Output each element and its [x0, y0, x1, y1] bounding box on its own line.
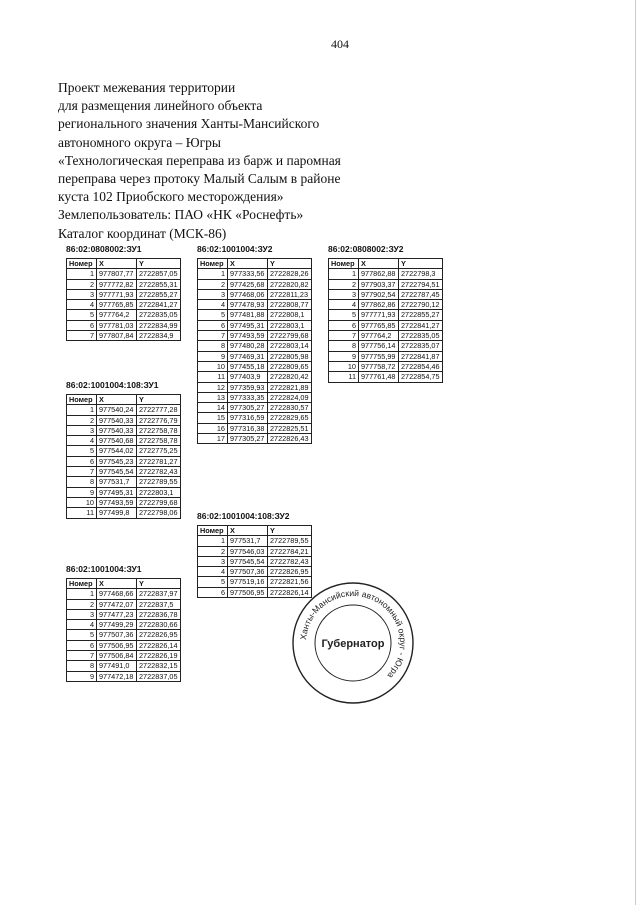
table-cell: 12 [198, 382, 228, 392]
table-title: 86:02:1001004:108:ЗУ2 [197, 511, 290, 521]
column-header: Номер [67, 259, 97, 269]
table-row [67, 661, 181, 671]
table-cell: 8 [329, 341, 359, 351]
table-cell: 2722821,56 [268, 577, 312, 587]
table-cell: 2722828,26 [268, 269, 312, 279]
table-cell: 2722835,05 [399, 331, 443, 341]
official-seal [290, 580, 416, 706]
table-cell: 2722799,68 [268, 331, 312, 341]
table-cell: 2722820,82 [268, 279, 312, 289]
table-row [198, 392, 312, 402]
coordinate-table [66, 394, 181, 519]
table-cell: 2722805,98 [268, 351, 312, 361]
table-row [67, 640, 181, 650]
table-cell: 3 [198, 556, 228, 566]
coord-table-block [66, 564, 181, 682]
coord-table-block [66, 380, 181, 519]
table-cell: 14 [198, 403, 228, 413]
table-cell: 2722758,78 [137, 436, 181, 446]
table-cell: 6 [67, 640, 97, 650]
table-cell: 977506,95 [97, 640, 137, 650]
table-cell: 977481,88 [228, 310, 268, 320]
table-cell: 977506,84 [97, 651, 137, 661]
table-cell: 10 [329, 361, 359, 371]
table-row [198, 546, 312, 556]
table-row [198, 279, 312, 289]
table-row [67, 609, 181, 619]
column-header: Y [268, 259, 312, 269]
table-cell: 2722835,07 [399, 341, 443, 351]
table-row [67, 620, 181, 630]
table-cell: 2722837,97 [137, 589, 181, 599]
table-cell: 7 [198, 331, 228, 341]
table-row [67, 436, 181, 446]
table-cell: 977807,84 [97, 331, 137, 341]
table-cell: 977765,85 [97, 300, 137, 310]
column-header: Y [399, 259, 443, 269]
table-cell: 1 [67, 405, 97, 415]
table-cell: 6 [198, 587, 228, 597]
table-cell: 1 [198, 536, 228, 546]
table-row [198, 300, 312, 310]
table-cell: 2 [67, 415, 97, 425]
table-cell: 977493,59 [228, 331, 268, 341]
table-row [67, 300, 181, 310]
table-row [198, 341, 312, 351]
table-cell: 977493,59 [97, 497, 137, 507]
table-title: 86:02:0808002:ЗУ1 [66, 244, 142, 254]
table-title: 86:02:1001004:108:ЗУ1 [66, 380, 159, 390]
table-cell: 977772,82 [97, 279, 137, 289]
table-row [329, 341, 443, 351]
table-title: 86:02:1001004:ЗУ2 [197, 244, 273, 254]
table-cell: 2722837,05 [137, 671, 181, 681]
column-header: X [97, 259, 137, 269]
table-cell: 977540,33 [97, 425, 137, 435]
table-cell: 977495,31 [97, 487, 137, 497]
table-row [67, 415, 181, 425]
table-cell: 2722826,14 [137, 640, 181, 650]
table-cell: 2722777,28 [137, 405, 181, 415]
table-row [198, 556, 312, 566]
table-cell: 2722808,1 [268, 310, 312, 320]
table-cell: 977531,7 [97, 477, 137, 487]
table-row [67, 269, 181, 279]
table-cell: 977333,35 [228, 392, 268, 402]
table-cell: 977305,27 [228, 403, 268, 413]
table-cell: 2722834,9 [137, 331, 181, 341]
table-cell: 2722782,43 [137, 467, 181, 477]
table-row [67, 289, 181, 299]
table-row [329, 310, 443, 320]
table-cell: 977499,29 [97, 620, 137, 630]
table-cell: 2722758,78 [137, 425, 181, 435]
table-header-row [198, 526, 312, 536]
coord-table-block [328, 244, 443, 383]
table-cell: 2722811,23 [268, 289, 312, 299]
table-row [67, 477, 181, 487]
table-cell: 4 [67, 300, 97, 310]
column-header: X [97, 579, 137, 589]
table-row [198, 423, 312, 433]
table-cell: 977469,31 [228, 351, 268, 361]
table-cell: 977807,77 [97, 269, 137, 279]
table-cell: 977506,95 [228, 587, 268, 597]
table-row [67, 508, 181, 518]
table-cell: 4 [198, 300, 228, 310]
table-row [67, 446, 181, 456]
table-cell: 977540,24 [97, 405, 137, 415]
table-cell: 2722824,09 [268, 392, 312, 402]
table-row [198, 331, 312, 341]
table-cell: 3 [67, 609, 97, 619]
table-cell: 2 [329, 279, 359, 289]
table-row [198, 361, 312, 371]
table-cell: 977758,72 [359, 361, 399, 371]
table-cell: 977781,03 [97, 320, 137, 330]
table-cell: 977519,16 [228, 577, 268, 587]
table-cell: 2722857,05 [137, 269, 181, 279]
table-cell: 977862,88 [359, 269, 399, 279]
table-cell: 5 [67, 630, 97, 640]
table-cell: 2722841,27 [399, 320, 443, 330]
table-cell: 977468,66 [97, 589, 137, 599]
table-cell: 17 [198, 434, 228, 444]
table-cell: 2722826,14 [268, 587, 312, 597]
table-cell: 977862,86 [359, 300, 399, 310]
table-cell: 1 [67, 269, 97, 279]
table-cell: 8 [67, 477, 97, 487]
heading-line: «Технологическая переправа из барж и паромная [58, 152, 341, 168]
table-row [67, 405, 181, 415]
table-row [67, 425, 181, 435]
table-cell: 2722789,55 [137, 477, 181, 487]
table-title: 86:02:1001004:ЗУ1 [66, 564, 142, 574]
table-cell: 7 [67, 331, 97, 341]
table-cell: 977495,31 [228, 320, 268, 330]
coord-table-block [197, 244, 312, 444]
table-cell: 3 [198, 289, 228, 299]
table-cell: 977761,48 [359, 372, 399, 382]
table-row [198, 351, 312, 361]
heading-line: для размещения линейного объекта [58, 98, 263, 114]
table-cell: 11 [67, 508, 97, 518]
table-cell: 2722855,27 [399, 310, 443, 320]
table-cell: 2722798,06 [137, 508, 181, 518]
heading-line: Каталог координат (МСК-86) [58, 225, 227, 241]
table-row [198, 382, 312, 392]
table-cell: 2722794,51 [399, 279, 443, 289]
table-cell: 4 [329, 300, 359, 310]
column-header: X [228, 526, 268, 536]
page-edge [635, 0, 636, 905]
table-cell: 977305,27 [228, 434, 268, 444]
table-row [198, 269, 312, 279]
column-header: Номер [198, 259, 228, 269]
table-cell: 3 [67, 289, 97, 299]
table-cell: 977771,93 [359, 310, 399, 320]
table-header-row [329, 259, 443, 269]
column-header: X [359, 259, 399, 269]
table-cell: 2722775,25 [137, 446, 181, 456]
seal-ring-text: Ханты-Мансийский автономный округ - Югра [298, 587, 409, 681]
table-cell: 10 [198, 361, 228, 371]
heading-line: куста 102 Приобского месторождения» [58, 189, 284, 205]
table-cell: 2722787,45 [399, 289, 443, 299]
table-cell: 2722826,95 [137, 630, 181, 640]
table-cell: 9 [198, 351, 228, 361]
table-cell: 5 [67, 310, 97, 320]
table-cell: 7 [329, 331, 359, 341]
table-row [67, 331, 181, 341]
table-row [329, 300, 443, 310]
coordinate-table [197, 258, 312, 444]
column-header: X [228, 259, 268, 269]
table-cell: 7 [67, 651, 97, 661]
table-cell: 977316,38 [228, 423, 268, 433]
table-cell: 1 [198, 269, 228, 279]
table-row [329, 269, 443, 279]
table-row [67, 599, 181, 609]
table-row [198, 403, 312, 413]
heading-line: Землепользователь: ПАО «НК «Роснефть» [58, 207, 304, 223]
table-cell: 977545,23 [97, 456, 137, 466]
table-row [67, 630, 181, 640]
table-cell: 2722826,95 [268, 567, 312, 577]
table-row [67, 279, 181, 289]
table-cell: 977472,07 [97, 599, 137, 609]
table-cell: 2722826,19 [137, 651, 181, 661]
table-cell: 977545,54 [228, 556, 268, 566]
column-header: Номер [67, 395, 97, 405]
table-row [329, 289, 443, 299]
table-cell: 9 [67, 671, 97, 681]
table-row [198, 413, 312, 423]
table-cell: 2722776,79 [137, 415, 181, 425]
table-cell: 1 [329, 269, 359, 279]
table-row [329, 351, 443, 361]
table-cell: 977540,68 [97, 436, 137, 446]
table-cell: 1 [67, 589, 97, 599]
table-cell: 6 [67, 320, 97, 330]
table-row [198, 310, 312, 320]
table-row [329, 361, 443, 371]
document-heading [58, 79, 341, 243]
table-cell: 7 [67, 467, 97, 477]
table-row [198, 536, 312, 546]
table-cell: 2722855,31 [137, 279, 181, 289]
table-cell: 6 [67, 456, 97, 466]
table-cell: 2 [67, 279, 97, 289]
table-row [198, 289, 312, 299]
table-cell: 977764,2 [97, 310, 137, 320]
table-cell: 2722809,65 [268, 361, 312, 371]
table-row [67, 589, 181, 599]
table-cell: 2722841,87 [399, 351, 443, 361]
table-cell: 4 [198, 567, 228, 577]
table-cell: 977403,9 [228, 372, 268, 382]
table-cell: 2722837,5 [137, 599, 181, 609]
coordinate-table [66, 578, 181, 682]
table-cell: 2722830,66 [137, 620, 181, 630]
coordinate-table [328, 258, 443, 383]
table-cell: 2722803,1 [137, 487, 181, 497]
column-header: Y [137, 395, 181, 405]
table-cell: 9 [329, 351, 359, 361]
table-header-row [67, 395, 181, 405]
table-cell: 4 [67, 620, 97, 630]
table-cell: 13 [198, 392, 228, 402]
column-header: Номер [329, 259, 359, 269]
coord-table-block [66, 244, 181, 341]
table-cell: 2722803,1 [268, 320, 312, 330]
table-cell: 2722782,43 [268, 556, 312, 566]
table-cell: 11 [329, 372, 359, 382]
table-row [329, 331, 443, 341]
table-cell: 5 [198, 577, 228, 587]
table-cell: 11 [198, 372, 228, 382]
table-cell: 16 [198, 423, 228, 433]
table-cell: 6 [329, 320, 359, 330]
table-cell: 977544,02 [97, 446, 137, 456]
table-cell: 977468,06 [228, 289, 268, 299]
table-cell: 2722836,78 [137, 609, 181, 619]
table-row [67, 671, 181, 681]
table-header-row [67, 259, 181, 269]
heading-line: автономного округа – Югры [58, 134, 221, 150]
table-cell: 2722855,27 [137, 289, 181, 299]
column-header: Y [137, 579, 181, 589]
table-cell: 2722789,55 [268, 536, 312, 546]
table-cell: 977771,93 [97, 289, 137, 299]
table-cell: 977333,56 [228, 269, 268, 279]
column-header: Номер [198, 526, 228, 536]
table-cell: 977756,14 [359, 341, 399, 351]
table-cell: 977491,0 [97, 661, 137, 671]
table-row [329, 372, 443, 382]
table-cell: 2722825,51 [268, 423, 312, 433]
table-cell: 2722834,99 [137, 320, 181, 330]
table-cell: 977507,36 [228, 567, 268, 577]
table-cell: 2722799,68 [137, 497, 181, 507]
table-cell: 2 [67, 599, 97, 609]
table-cell: 2722832,15 [137, 661, 181, 671]
seal-center-text: Губернатор [321, 638, 385, 650]
column-header: Y [137, 259, 181, 269]
table-cell: 3 [329, 289, 359, 299]
table-header-row [67, 579, 181, 589]
table-cell: 5 [329, 310, 359, 320]
table-cell: 2722784,21 [268, 546, 312, 556]
table-cell: 977472,18 [97, 671, 137, 681]
table-cell: 977531,7 [228, 536, 268, 546]
table-cell: 6 [198, 320, 228, 330]
table-cell: 2722830,57 [268, 403, 312, 413]
table-cell: 2722854,75 [399, 372, 443, 382]
table-cell: 2722820,42 [268, 372, 312, 382]
table-cell: 2722781,27 [137, 456, 181, 466]
table-cell: 977477,23 [97, 609, 137, 619]
table-cell: 977455,18 [228, 361, 268, 371]
table-row [198, 434, 312, 444]
table-cell: 2722829,65 [268, 413, 312, 423]
table-cell: 3 [67, 425, 97, 435]
table-cell: 977903,37 [359, 279, 399, 289]
table-cell: 977425,68 [228, 279, 268, 289]
column-header: Y [268, 526, 312, 536]
table-cell: 977765,85 [359, 320, 399, 330]
table-cell: 2722841,27 [137, 300, 181, 310]
column-header: X [97, 395, 137, 405]
table-cell: 8 [198, 341, 228, 351]
table-row [329, 320, 443, 330]
table-cell: 2 [198, 279, 228, 289]
table-cell: 5 [198, 310, 228, 320]
table-cell: 2722798,3 [399, 269, 443, 279]
table-cell: 977480,28 [228, 341, 268, 351]
table-cell: 977545,54 [97, 467, 137, 477]
table-row [198, 567, 312, 577]
table-cell: 977755,99 [359, 351, 399, 361]
table-cell: 4 [67, 436, 97, 446]
table-cell: 977902,54 [359, 289, 399, 299]
table-row [67, 497, 181, 507]
table-cell: 977507,36 [97, 630, 137, 640]
table-cell: 977499,8 [97, 508, 137, 518]
table-cell: 2 [198, 546, 228, 556]
table-row [198, 372, 312, 382]
table-cell: 5 [67, 446, 97, 456]
table-cell: 2722790,12 [399, 300, 443, 310]
table-row [67, 651, 181, 661]
heading-line: регионального значения Ханты-Мансийского [58, 116, 320, 132]
table-header-row [198, 259, 312, 269]
page-number: 404 [331, 37, 349, 51]
table-cell: 2722803,14 [268, 341, 312, 351]
table-row [67, 487, 181, 497]
table-cell: 15 [198, 413, 228, 423]
table-row [67, 467, 181, 477]
heading-line: Проект межевания территории [58, 80, 236, 95]
coordinate-table [66, 258, 181, 341]
table-cell: 9 [67, 487, 97, 497]
table-cell: 2722821,89 [268, 382, 312, 392]
table-cell: 2722854,46 [399, 361, 443, 371]
table-row [67, 310, 181, 320]
table-cell: 977316,59 [228, 413, 268, 423]
table-title: 86:02:0808002:ЗУ2 [328, 244, 404, 254]
column-header: Номер [67, 579, 97, 589]
table-row [67, 456, 181, 466]
table-cell: 977478,93 [228, 300, 268, 310]
table-cell: 2722835,05 [137, 310, 181, 320]
table-cell: 2722808,77 [268, 300, 312, 310]
table-cell: 977359,93 [228, 382, 268, 392]
table-row [329, 279, 443, 289]
table-cell: 977540,33 [97, 415, 137, 425]
table-cell: 977546,03 [228, 546, 268, 556]
table-cell: 8 [67, 661, 97, 671]
table-cell: 977764,2 [359, 331, 399, 341]
table-row [198, 320, 312, 330]
table-cell: 2722826,43 [268, 434, 312, 444]
table-row [67, 320, 181, 330]
heading-line: переправа через протоку Малый Салым в районе [58, 171, 341, 187]
table-cell: 10 [67, 497, 97, 507]
